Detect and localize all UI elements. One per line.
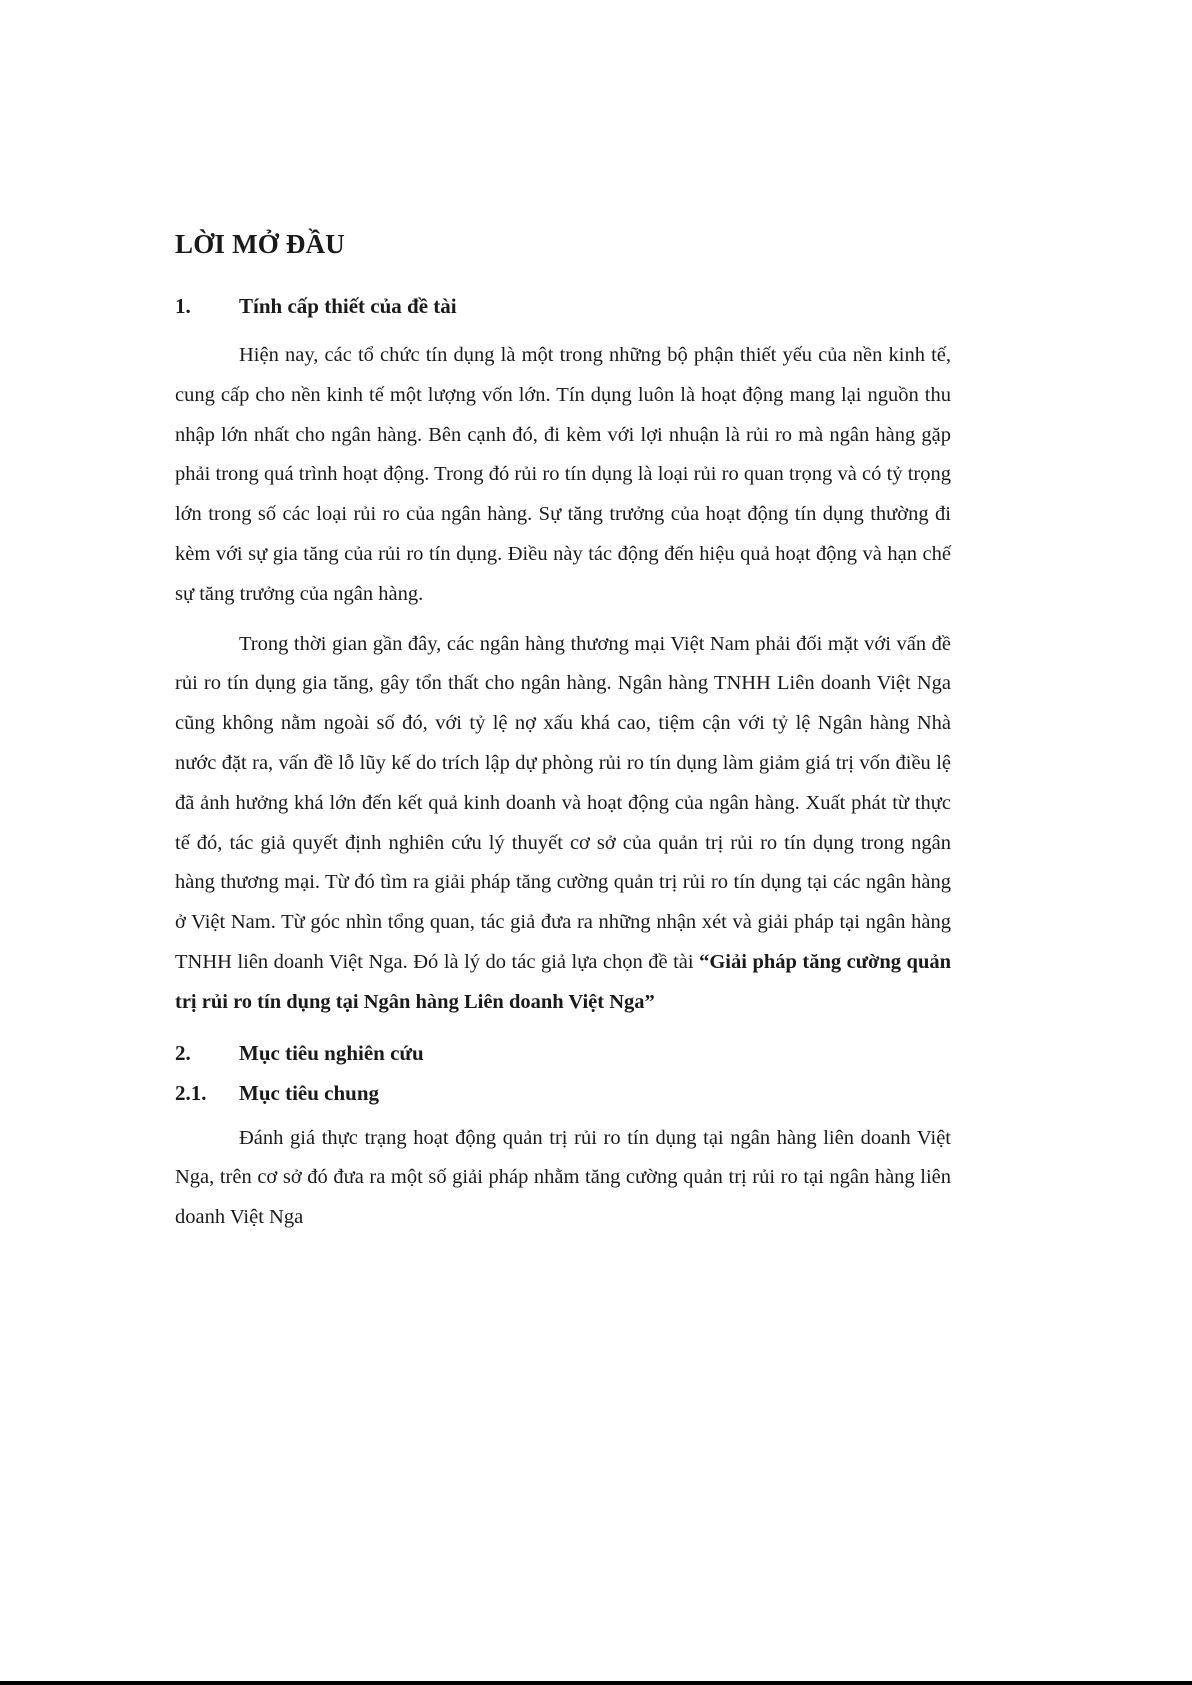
section-2-heading [175, 1033, 951, 1073]
section-2-1-number: 2.1. [175, 1080, 207, 1105]
section-2-1-title: Mục tiêu chung [239, 1080, 380, 1105]
section-1-title: Tính cấp thiết của đề tài [239, 294, 457, 318]
section-2-number: 2. [175, 1040, 191, 1065]
section-2-title: Mục tiêu nghiên cứu [239, 1040, 424, 1065]
document-page [175, 224, 951, 1246]
section-1-paragraph-2-text: Trong thời gian gần đây, các ngân hàng thương mại Việt Nam phải đối mặt với vấn đề rủi ro tín dụng gia tăng, gây tổn thất cho ngân hàng. Ngân hàng TNHH Liên doanh Việt Nga cũng không nằm ngoài số đó, với tỷ lệ nợ xấu khá cao, tiệm cận với tỷ lệ Ngân hàng Nhà nước đặt ra, vấn đề lỗ lũy kế do trích lập dự phòng rủi ro tín dụng làm giảm giá trị vốn điều lệ đã ảnh hưởng khá lớn đến kết quả kinh doanh và hoạt động của ngân hàng. Xuất phát từ thực tế đó, tác giả quyết định nghiên cứu lý thuyết cơ sở của quản trị rủi ro tín dụng trong ngân hàng thương mại. Từ đó tìm ra giải pháp tăng cường quản trị rủi ro tín dụng tại các ngân hàng ở Việt Nam. Từ góc nhìn tổng quan, tác giả đưa ra những nhận xét và giải pháp tại ngân hàng TNHH liên doanh Việt Nga. Đó là lý do tác giả lựa chọn đề tài [175, 632, 951, 973]
section-1-heading [175, 286, 951, 326]
page-title: LỜI MỞ ĐẦU [175, 229, 345, 259]
section-1-paragraph-1: Hiện nay, các tổ chức tín dụng là một trong những bộ phận thiết yếu của nền kinh tế, cung cấp cho nền kinh tế một lượng vốn lớn. Tín dụng luôn là hoạt động mang lại nguồn thu nhập lớn nhất cho ngân hàng. Bên cạnh đó, đi kèm với lợi nhuận là rủi ro mà ngân hàng gặp phải trong quá trình hoạt động. Trong đó rủi ro tín dụng là loại rủi ro quan trọng và có tỷ trọng lớn trong số các loại rủi ro của ngân hàng. Sự tăng trưởng của hoạt động tín dụng thường đi kèm với sự gia tăng của rủi ro tín dụng. Điều này tác động đến hiệu quả hoạt động và hạn chế sự tăng trưởng của ngân hàng. [175, 344, 951, 605]
section-1-number: 1. [175, 294, 191, 318]
section-1-paragraph-2 [175, 625, 951, 1023]
section-2-1-paragraph: Đánh giá thực trạng hoạt động quản trị rủi ro tín dụng tại ngân hàng liên doanh Việt Nga, trên cơ sở đó đưa ra một số giải pháp nhằm tăng cường quản trị rủi ro tại ngân hàng liên doanh Việt Nga [175, 1126, 951, 1229]
section-2-1-heading [175, 1073, 951, 1113]
page-bottom-border [0, 1681, 1192, 1685]
thesis-topic-bold: “Giải pháp tăng cường quản trị rủi ro tín dụng tại Ngân hàng Liên doanh Việt Nga” [175, 950, 951, 1013]
